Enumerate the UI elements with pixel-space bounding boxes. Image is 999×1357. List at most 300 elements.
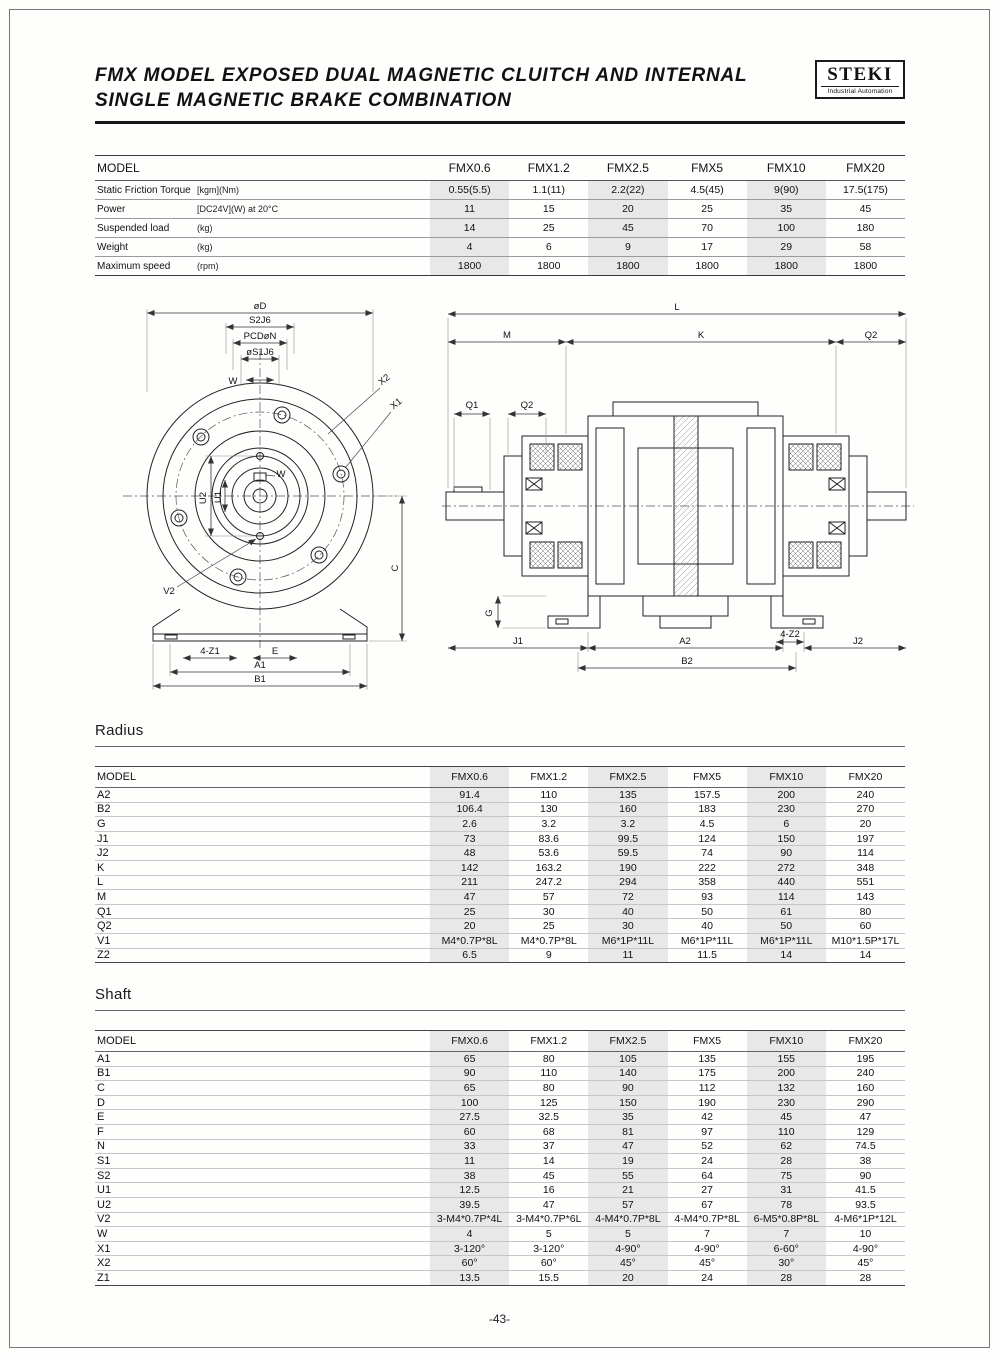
row-label: Z1 [97,1271,110,1284]
coil-section [530,444,554,470]
specifications-table [95,155,905,276]
table-row [95,817,905,832]
dim-label-g: G [484,609,495,617]
table-row [95,1183,905,1198]
dim-label-4z2: 4-Z2 [780,629,800,640]
dim-label-c: C [390,564,401,572]
value-cell: 27.5 [430,1110,509,1124]
dim-label-b1: B1 [254,674,266,685]
row-label: Weight (kg) [97,241,213,253]
table-row [95,1169,905,1184]
table-row [95,1081,905,1096]
value-cell: 25 [542,920,555,933]
value-cell: 80 [542,1081,555,1094]
row-label: S1 [97,1154,111,1167]
logo-text: STEKI [827,64,893,85]
table-row [95,890,905,905]
value-cell: 100 [430,1096,509,1110]
value-cell: 60° [430,1256,509,1270]
table-row [95,788,905,803]
value-cell: 15.5 [538,1271,559,1284]
value-cell: 150 [588,1096,667,1110]
model-column-header: FMX20 [846,161,885,175]
value-cell: 195 [856,1052,875,1065]
row-label: S2 [97,1169,111,1182]
table-row [95,905,905,920]
table-row [95,1125,905,1140]
value-cell: 135 [588,788,667,802]
value-cell: 7 [747,1227,826,1241]
value-cell: 47 [859,1111,872,1124]
value-cell: 200 [747,1067,826,1081]
value-cell: 247.2 [535,876,562,889]
table-row [95,919,905,934]
dim-label-x1: X1 [388,396,405,412]
brake-section [674,416,698,596]
header-rule [95,121,905,124]
model-column-header: FMX10 [766,161,806,175]
value-cell: 180 [856,222,875,234]
value-cell: 222 [698,861,716,874]
value-cell: 3.2 [541,817,557,830]
row-label: Q1 [97,905,112,918]
value-cell: 80 [542,1052,555,1065]
row-label: E [97,1111,105,1124]
value-cell: 3.2 [588,817,667,831]
value-cell: 48 [430,846,509,860]
value-cell: 142 [430,861,509,875]
value-cell: 57 [588,1198,667,1212]
assembly-outline [446,402,906,628]
value-cell: 27 [701,1184,713,1197]
model-column-header: FMX1.2 [530,771,568,783]
value-cell: 163.2 [535,861,562,874]
value-cell: 1800 [537,260,561,272]
dim-label-v2: V2 [163,586,175,597]
value-cell: 129 [856,1125,875,1138]
table-row [95,846,905,861]
value-cell: 160 [856,1081,875,1094]
value-cell: 20 [859,817,872,830]
title-line-2: SINGLE MAGNETIC BRAKE COMBINATION [95,89,512,111]
value-cell: 64 [701,1169,713,1182]
row-label: Z2 [97,949,110,962]
value-cell: 61 [747,905,826,919]
value-cell: 0.55(5.5) [430,181,509,199]
value-cell: 130 [539,803,558,816]
row-label: Static Friction Torque [kgm](Nm) [97,184,239,196]
value-cell: 24 [701,1154,713,1167]
value-cell: 33 [430,1140,509,1154]
row-label: C [97,1081,105,1094]
row-label: U2 [97,1198,112,1211]
table-row [95,1198,905,1213]
table-row [95,1227,905,1242]
value-cell: 6-M5*0.8P*8L [747,1213,826,1227]
table-row [95,1154,905,1169]
value-cell: 20 [430,919,509,933]
value-cell: 272 [747,861,826,875]
value-cell: 9(90) [747,181,826,199]
value-cell: 6.5 [430,949,509,963]
value-cell: 440 [747,876,826,890]
value-cell: 78 [747,1198,826,1212]
value-cell: 157.5 [693,788,721,801]
row-label: N [97,1140,105,1153]
value-cell: 35 [588,1110,667,1124]
table-row [95,1271,905,1286]
dim-label-q1: Q1 [465,400,479,411]
value-cell: 25 [430,905,509,919]
value-cell: 5 [545,1227,552,1240]
value-cell: 5 [588,1227,667,1241]
row-label: A1 [97,1052,111,1065]
table-row [95,861,905,876]
value-cell: 4.5 [699,817,715,830]
row-label: X2 [97,1257,111,1270]
value-cell: 11.5 [697,949,717,962]
front-view-dimensions [147,301,407,690]
table-header-row [95,155,905,181]
shaft-section-heading: Shaft [95,986,905,1011]
value-cell: 15 [542,203,555,215]
row-label: M [97,890,107,903]
radius-dimensions-table [95,766,905,963]
value-cell: 551 [856,876,875,889]
page-title [95,64,905,113]
dim-label-w-top: W [228,376,238,387]
dim-label-k: K [697,330,705,341]
value-cell: 110 [747,1125,826,1139]
radius-section-heading: Radius [95,722,905,747]
centerlines [123,351,397,648]
value-cell: 28 [859,1271,872,1284]
value-cell: 160 [588,803,667,817]
value-cell: 45 [542,1169,555,1182]
model-column-header: FMX0.6 [430,1031,509,1051]
value-cell: 68 [542,1125,555,1138]
dim-label-pcdn: PCDøN [243,331,277,342]
value-cell: 19 [588,1154,667,1168]
table-row [95,934,905,949]
value-cell: M6*1P*11L [588,934,667,948]
table-row [95,1110,905,1125]
value-cell: 99.5 [588,832,667,846]
value-cell: 31 [747,1183,826,1197]
value-cell: 124 [698,832,716,845]
value-cell: 70 [701,222,713,234]
dim-label-od: øD [253,301,267,312]
value-cell: 40 [588,905,667,919]
page-header [95,64,905,120]
value-cell: 45° [588,1256,667,1270]
value-cell: 290 [856,1096,875,1109]
value-cell: 9 [588,238,667,256]
value-cell: 60 [430,1125,509,1139]
model-header-label: MODEL [97,161,140,175]
dim-label-l: L [674,302,680,313]
table-row [95,1096,905,1111]
dim-label-u1: U1 [213,490,224,504]
value-cell: 3-120° [430,1242,509,1256]
table-row [95,803,905,818]
table-row [95,238,905,257]
value-cell: 1800 [747,257,826,275]
value-cell: 358 [698,876,716,889]
value-cell: 38 [430,1169,509,1183]
model-column-header: FMX5 [693,1035,722,1047]
value-cell: 14 [859,949,872,962]
logo-subtext: Industrial Automation [821,86,899,95]
value-cell: 65 [430,1052,509,1066]
value-cell: 55 [588,1169,667,1183]
row-label: G [97,817,106,830]
value-cell: 12.5 [430,1183,509,1197]
row-label: F [97,1125,104,1138]
value-cell: 47 [588,1140,667,1154]
value-cell: 45 [747,1110,826,1124]
value-cell: 17.5(175) [842,184,888,196]
value-cell: 132 [747,1081,826,1095]
side-view-drawing [438,296,918,704]
value-cell: 3-M4*0.7P*6L [516,1213,582,1226]
value-cell: M4*0.7P*8L [520,934,577,947]
dim-label-q2-left: Q2 [520,400,534,411]
value-cell: 200 [747,788,826,802]
value-cell: 106.4 [430,803,509,817]
value-cell: 73 [430,832,509,846]
value-cell: 2.6 [430,817,509,831]
value-cell: 112 [698,1081,716,1094]
row-label: V1 [97,934,111,947]
shaft-dimensions-table [95,1030,905,1286]
title-line-1: FMX MODEL EXPOSED DUAL MAGNETIC CLUITCH AND INTERNAL [95,65,748,86]
value-cell: 58 [859,241,872,253]
table-row [95,1052,905,1067]
value-cell: 110 [540,1067,558,1080]
value-cell: 45 [588,219,667,237]
value-cell: M10*1.5P*17L [831,934,900,947]
value-cell: 4-M4*0.7P*8L [588,1213,667,1227]
company-logo [815,60,905,99]
dim-label-a2: A2 [679,636,691,647]
value-cell: 2.2(22) [588,181,667,199]
value-cell: 135 [698,1052,716,1065]
model-column-header: FMX5 [693,771,722,783]
row-label: Suspended load (kg) [97,222,213,234]
value-cell: 9 [545,949,552,962]
value-cell: 52 [701,1140,713,1153]
model-header-label: MODEL [97,1035,137,1047]
value-cell: 30 [542,905,555,918]
value-cell: 47 [430,890,509,904]
value-cell: 13.5 [430,1271,509,1285]
value-cell: 11 [588,949,667,963]
model-column-header: FMX20 [848,1035,883,1047]
value-cell: 72 [588,890,667,904]
value-cell: 42 [701,1111,713,1124]
value-cell: 28 [747,1154,826,1168]
table-header-row [95,1030,905,1052]
value-cell: 93.5 [855,1198,876,1211]
value-cell: 45° [857,1257,874,1270]
value-cell: 190 [588,861,667,875]
value-cell: 211 [430,876,509,890]
table-row [95,832,905,847]
value-cell: 90 [859,1169,872,1182]
dim-label-b2: B2 [681,656,693,667]
model-column-header: FMX2.5 [588,767,667,787]
value-cell: 197 [856,832,875,845]
value-cell: 155 [747,1052,826,1066]
value-cell: 114 [857,847,874,860]
dim-label-j1: J1 [512,636,524,647]
value-cell: 90 [588,1081,667,1095]
value-cell: 59.5 [588,846,667,860]
dim-label-j2: J2 [852,636,864,647]
row-label: D [97,1096,105,1109]
model-column-header: FMX10 [747,767,826,787]
model-column-header: FMX5 [691,161,724,175]
dim-label-s1j6: øS1J6 [246,347,274,358]
value-cell: M6*1P*11L [747,934,826,948]
model-column-header: FMX20 [848,771,883,783]
dim-label-m: M [503,330,511,341]
table-row [95,257,905,276]
value-cell: 57 [542,890,555,903]
table-row [95,1067,905,1082]
value-cell: 114 [747,890,826,904]
table-row [95,1256,905,1271]
value-cell: 24 [701,1271,713,1284]
table-row [95,219,905,238]
row-label: U1 [97,1184,112,1197]
value-cell: 4-M6*1P*12L [834,1213,897,1226]
row-label: B1 [97,1067,111,1080]
value-cell: 93 [701,890,713,903]
value-cell: 80 [859,905,872,918]
value-cell: 29 [747,238,826,256]
value-cell: 20 [588,1271,667,1285]
value-cell: 4-90° [852,1242,879,1255]
model-column-header: FMX0.6 [448,161,491,175]
value-cell: 41.5 [855,1184,876,1197]
value-cell: 190 [698,1096,716,1109]
model-column-header: FMX1.2 [530,1035,568,1047]
value-cell: 62 [747,1140,826,1154]
value-cell: 21 [588,1183,667,1197]
value-cell: 6 [747,817,826,831]
value-cell: 150 [747,832,826,846]
row-label: B2 [97,803,111,816]
dim-label-q2-top: Q2 [864,330,878,341]
value-cell: 4-90° [694,1242,720,1255]
row-label: J1 [97,832,109,845]
value-cell: 140 [588,1067,667,1081]
value-cell: 37 [542,1140,555,1153]
value-cell: 91.4 [430,788,509,802]
value-cell: 110 [540,788,558,801]
model-column-header: FMX0.6 [430,767,509,787]
page-number: -43- [488,1312,511,1326]
value-cell: 11 [430,200,509,218]
value-cell: 3-M4*0.7P*4L [430,1213,509,1227]
value-cell: 30° [747,1256,826,1270]
value-cell: 74.5 [855,1140,876,1153]
value-cell: 240 [856,1067,875,1080]
value-cell: M6*1P*11L [680,934,734,947]
value-cell: 14 [747,949,826,963]
value-cell: 53.6 [538,847,559,860]
table-row [95,1140,905,1155]
dim-label-4z1: 4-Z1 [200,646,220,657]
row-label: V2 [97,1213,111,1226]
dim-label-s2j6: S2J6 [249,315,271,326]
value-cell: 17 [701,241,713,253]
value-cell: 230 [747,1096,826,1110]
value-cell: 6 [545,241,552,253]
model-column-header: FMX2.5 [606,161,649,175]
dim-label-e: E [271,646,279,657]
value-cell: 1.1(11) [532,184,565,196]
dim-label-u2: U2 [198,491,209,505]
row-label: Maximum speed (rpm) [97,260,219,272]
value-cell: 240 [856,788,875,801]
value-cell: 75 [747,1169,826,1183]
value-cell: M4*0.7P*8L [430,934,509,948]
row-label: X1 [97,1242,111,1255]
row-label: K [97,861,105,874]
row-label: Power [DC24V](W) at 20°C [97,203,279,215]
value-cell: 60 [859,920,872,933]
value-cell: 14 [542,1154,555,1167]
value-cell: 1800 [695,260,719,272]
row-label: J2 [97,847,109,860]
model-header-label: MODEL [97,771,137,783]
value-cell: 125 [539,1096,558,1109]
table-row [95,876,905,891]
value-cell: 65 [430,1081,509,1095]
value-cell: 90 [430,1067,509,1081]
model-column-header: FMX1.2 [527,161,570,175]
value-cell: 83.6 [538,832,559,845]
value-cell: 294 [588,876,667,890]
value-cell: 40 [701,920,713,933]
value-cell: 35 [747,200,826,218]
value-cell: 30 [588,919,667,933]
value-cell: 14 [430,219,509,237]
value-cell: 38 [859,1154,872,1167]
value-cell: 50 [701,905,713,918]
value-cell: 20 [588,200,667,218]
value-cell: 39.5 [430,1198,509,1212]
value-cell: 45 [859,203,872,215]
value-cell: 3-120° [533,1242,565,1255]
table-row [95,1213,905,1228]
model-column-header: FMX10 [747,1031,826,1051]
value-cell: 25 [701,203,713,215]
row-label: W [97,1227,108,1240]
value-cell: 183 [698,803,716,816]
value-cell: 74 [701,847,713,860]
value-cell: 47 [542,1198,555,1211]
value-cell: 28 [747,1271,826,1285]
table-header-row [95,766,905,788]
value-cell: 1800 [430,257,509,275]
value-cell: 90 [747,846,826,860]
value-cell: 348 [856,861,875,874]
value-cell: 1800 [853,260,878,272]
